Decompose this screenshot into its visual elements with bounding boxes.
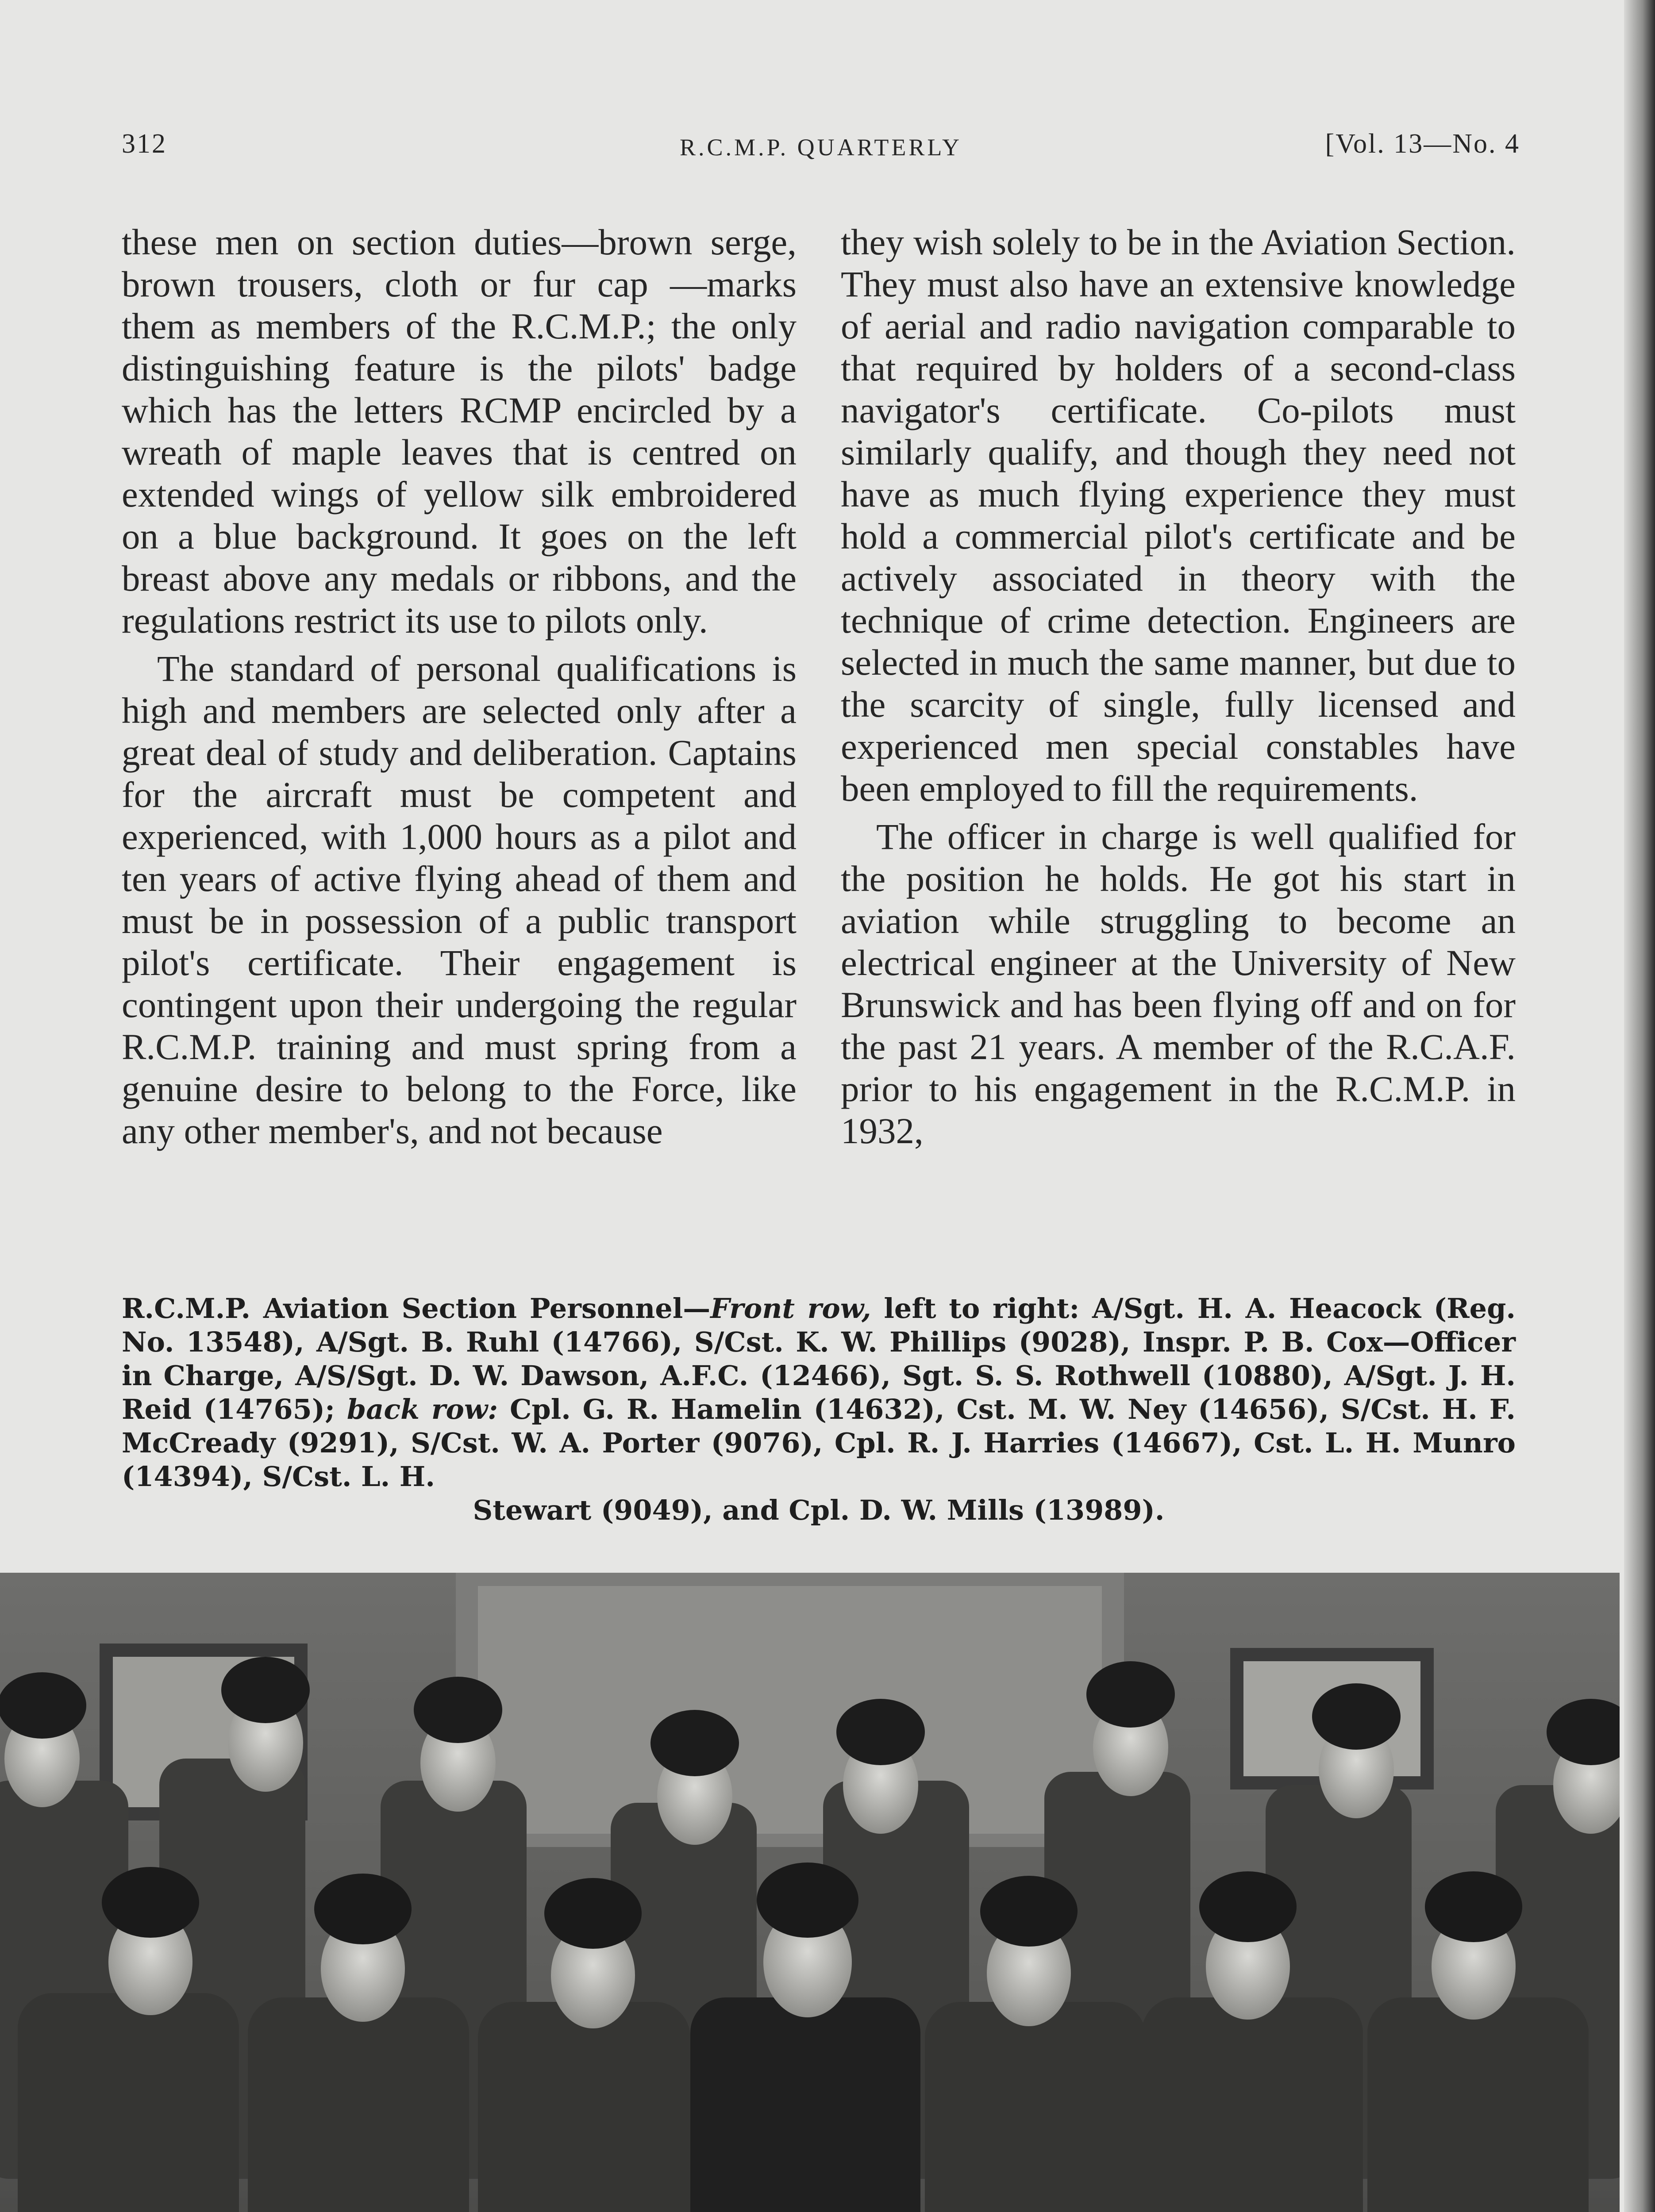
volume-issue: [Vol. 13—No. 4 <box>1325 129 1520 159</box>
caption-back-row-names: Cpl. G. R. Hamelin (14632), Cst. M. W. Ney (14656), S/Cst. H. F. McCready (9291), S/Cst. W. A. Porter (9076), Cpl. R. J. Harries (14667), Cst. L. H. Munro (14394), S/Cst. L. H. <box>122 1393 1516 1493</box>
caption-lead: R.C.M.P. Aviation Section Personnel— <box>122 1292 711 1325</box>
photo-caption <box>122 1292 1516 1527</box>
page-number: 312 <box>122 129 167 159</box>
caption-back-row-label: back row: <box>346 1393 498 1425</box>
right-paragraph-2: The officer in charge is well qualified for the position he holds. He got his start in aviation while struggling to become an electrical engineer at the University of New Brunswick and has been flying off and on for the past 21 years. A member of the R.C.A.F. prior to his engagement in the R.C.M.P. in 1932, <box>841 816 1516 1151</box>
right-paragraph-1: they wish solely to be in the Aviation Section. They must also have an extensive knowledge of aerial and radio navigation comparable to that required by holders of a second-class navigator's certificate. Co-pilots must similarly qualify, and though they need not have as much flying experience they must hold a commercial pilot's certificate and be actively associated in theory with the technique of crime detection. Engineers are selected in much the same manner, but due to the scarcity of single, fully licensed and experienced men special constables have been employed to fill the requirements. <box>841 222 1516 809</box>
left-paragraph-2: The standard of personal qualifications is high and members are selected only after a great deal of study and deliberation. Captains for the aircraft must be competent and experienced, with 1,000 hours as a pilot and ten years of active flying ahead of them and must be in possession of a public transport pilot's certificate. Their engagement is contingent upon their undergoing the regular R.C.M.P. training and must spring from a genuine desire to belong to the Force, like any other member's, and not because <box>122 648 797 1151</box>
caption-front-row-label: Front row, <box>710 1292 871 1325</box>
running-head <box>122 128 1520 168</box>
caption-front-row-names: left to right: A/Sgt. H. A. Heacock (Reg. No. 13548), A/Sgt. B. Ruhl (14766), S/Cst. K. W. Phillips (9028), Inspr. P. B. Cox—Officer in Charge, A/S/Sgt. D. W. Dawson, A.F.C. (12466), Sgt. S. S. Rothwell (10880), A/Sgt. J. H. Reid (14765); <box>122 1292 1516 1425</box>
photo-window-pane <box>478 1586 1102 1834</box>
right-column <box>841 221 1516 1158</box>
page-binding-edge <box>1624 0 1655 2212</box>
left-paragraph-1: these men on section duties—brown serge, brown trousers, cloth or fur cap —marks them as members of the R.C.M.P.; the only distinguishing feature is the pilots' badge which has the letters RCMP encircled by a wreath of maple leaves that is centred on extended wings of yellow silk embroidered on a blue background. It goes on the left breast above any medals or ribbons, and the regulations restrict its use to pilots only. <box>122 222 797 641</box>
left-column <box>122 221 797 1158</box>
group-photograph <box>0 1573 1620 2212</box>
caption-last-line: Stewart (9049), and Cpl. D. W. Mills (13989). <box>473 1494 1165 1526</box>
front-row-bodies <box>18 1993 1589 2212</box>
group-photo-illustration <box>0 1573 1620 2212</box>
journal-title: R.C.M.P. QUARTERLY <box>680 134 962 161</box>
